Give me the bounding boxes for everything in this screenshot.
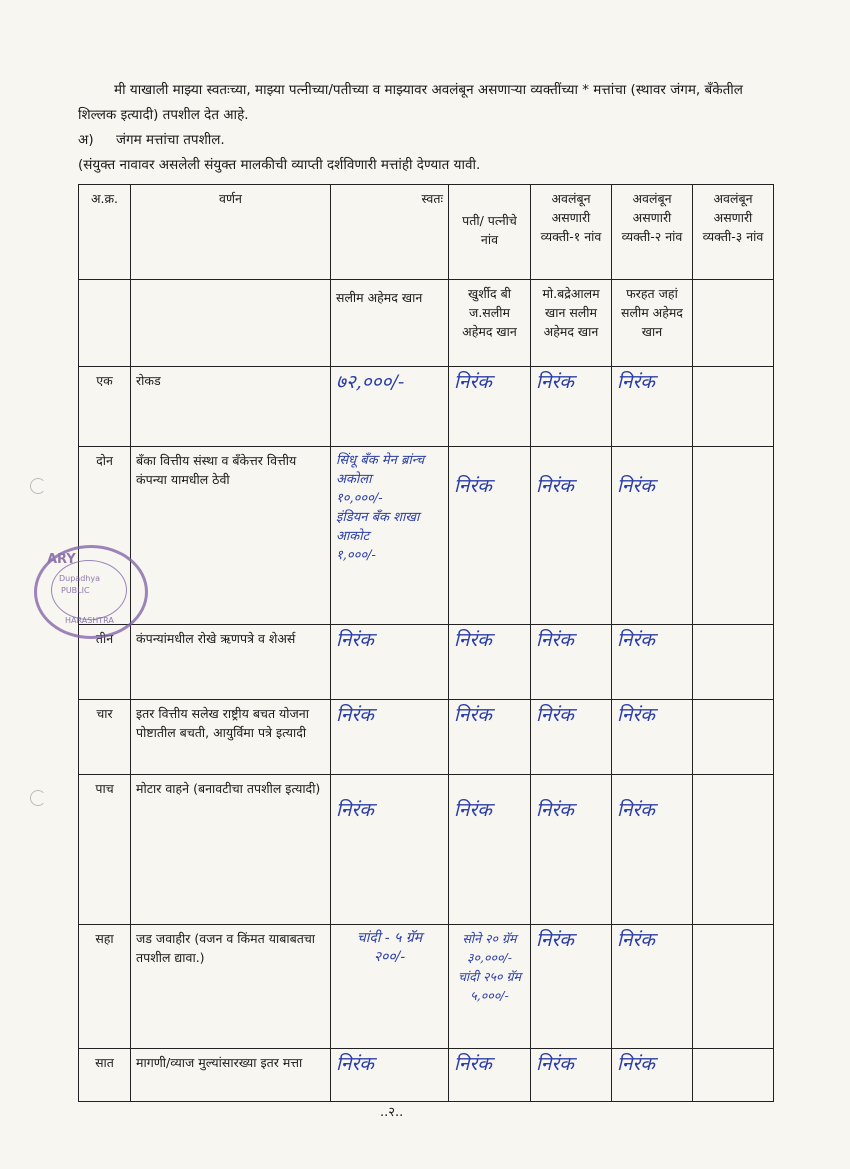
name-spouse: खुर्शीद बी ज.सलीम अहेमद खान bbox=[449, 280, 531, 367]
row-dep2-value: निरंक bbox=[612, 775, 693, 925]
row-spouse-value: सोने २० ग्रॅम ३०,०००/- चांदी २५० ग्रॅम ५,०००/- bbox=[449, 925, 531, 1049]
row-number: सात bbox=[79, 1049, 131, 1102]
row-description: कंपन्यांमधील रोखे ऋणपत्रे व शेअर्स bbox=[131, 625, 331, 700]
row-description: मोटार वाहने (बनावटीचा तपशील इत्यादी) bbox=[131, 775, 331, 925]
intro-text bbox=[78, 78, 778, 178]
section-note: (संयुक्त नावावर असलेली संयुक्त मालकीची व्याप्ती दर्शविणारी मत्तांही देण्यात यावी. bbox=[78, 157, 481, 173]
table-row bbox=[79, 367, 774, 447]
row-dep3-value bbox=[693, 367, 774, 447]
table-row bbox=[79, 700, 774, 775]
row-dep1-value: निरंक bbox=[531, 447, 612, 625]
header-serial: अ.क्र. bbox=[79, 185, 131, 280]
row-dep3-value bbox=[693, 1049, 774, 1102]
header-dependent-1: अवलंबून असणारी व्यक्ती-१ नांव bbox=[531, 185, 612, 280]
row-number: चार bbox=[79, 700, 131, 775]
name-self: सलीम अहेमद खान bbox=[331, 280, 449, 367]
page-number: ..२.. bbox=[380, 1105, 404, 1120]
row-dep1-value: निरंक bbox=[531, 625, 612, 700]
row-dep1-value: निरंक bbox=[531, 925, 612, 1049]
row-self-value: चांदी - ५ ग्रॅम २००/- bbox=[331, 925, 449, 1049]
intro-paragraph: मी याखाली माझ्या स्वतःच्या, माझ्या पत्नीच्या/पतीच्या व माझ्यावर अवलंबून असणाऱ्या व्यक्तींच्या * मत्तांचा (स्थावर जंगम, बँकेतील शिल्लक इत्यादी) तपशील देत आहे. bbox=[78, 82, 743, 123]
row-number: तीन bbox=[79, 625, 131, 700]
header-dependent-3: अवलंबून असणारी व्यक्ती-३ नांव bbox=[693, 185, 774, 280]
table-row bbox=[79, 447, 774, 625]
row-dep2-value: निरंक bbox=[612, 700, 693, 775]
movable-assets-table bbox=[78, 184, 774, 1102]
row-number: पाच bbox=[79, 775, 131, 925]
row-number: एक bbox=[79, 367, 131, 447]
row-number: दोन bbox=[79, 447, 131, 625]
name-dependent-2: फरहत जहां सलीम अहेमद खान bbox=[612, 280, 693, 367]
row-dep1-value: निरंक bbox=[531, 1049, 612, 1102]
row-self-value: सिंधू बँक मेन ब्रांन्च अकोला १०,०००/- इंडियन बँक शाखा आकोट १,०००/- bbox=[331, 447, 449, 625]
row-description: इतर वित्तीय सलेख राष्ट्रीय बचत योजना पोष्टातील बचती, आयुर्विमा पत्रे इत्यादी bbox=[131, 700, 331, 775]
row-dep1-value: निरंक bbox=[531, 700, 612, 775]
name-dependent-1: मो.बद्रेआलम खान सलीम अहेमद खान bbox=[531, 280, 612, 367]
section-number: अ) bbox=[78, 132, 94, 148]
row-description: मागणी/व्याज मुल्यांसारख्या इतर मत्ता bbox=[131, 1049, 331, 1102]
punch-hole-mark bbox=[30, 478, 46, 494]
row-dep2-value: निरंक bbox=[612, 367, 693, 447]
row-description: जड जवाहीर (वजन व किंमत याबाबतचा तपशील द्यावा.) bbox=[131, 925, 331, 1049]
row-spouse-value: निरंक bbox=[449, 775, 531, 925]
names-empty-desc bbox=[131, 280, 331, 367]
row-self-value: ७२,०००/- bbox=[331, 367, 449, 447]
header-self: स्वतः bbox=[331, 185, 449, 280]
row-spouse-value: निरंक bbox=[449, 367, 531, 447]
row-dep3-value bbox=[693, 925, 774, 1049]
name-dependent-3 bbox=[693, 280, 774, 367]
row-spouse-value: निरंक bbox=[449, 447, 531, 625]
section-title: जंगम मत्तांचा तपशील. bbox=[116, 132, 225, 148]
header-dependent-2: अवलंबून असणारी व्यक्ती-२ नांव bbox=[612, 185, 693, 280]
row-self-value: निरंक bbox=[331, 1049, 449, 1102]
table-row bbox=[79, 925, 774, 1049]
row-description: बँका वित्तीय संस्था व बँकेत्तर वित्तीय कंपन्या यामधील ठेवी bbox=[131, 447, 331, 625]
row-dep3-value bbox=[693, 447, 774, 625]
row-self-value: निरंक bbox=[331, 625, 449, 700]
row-number: सहा bbox=[79, 925, 131, 1049]
row-dep2-value: निरंक bbox=[612, 625, 693, 700]
notary-stamp bbox=[34, 545, 148, 639]
row-dep2-value: निरंक bbox=[612, 925, 693, 1049]
row-spouse-value: निरंक bbox=[449, 700, 531, 775]
stamp-text-top: ARY bbox=[47, 552, 76, 567]
names-row bbox=[79, 280, 774, 367]
stamp-text-bottom: HARASHTRA bbox=[65, 616, 114, 625]
stamp-text-public: PUBLIC bbox=[61, 586, 90, 595]
names-empty-serial bbox=[79, 280, 131, 367]
stamp-text-name: Dupadhya bbox=[59, 574, 100, 583]
row-dep3-value bbox=[693, 775, 774, 925]
row-dep3-value bbox=[693, 700, 774, 775]
row-self-value: निरंक bbox=[331, 775, 449, 925]
row-self-value: निरंक bbox=[331, 700, 449, 775]
row-dep1-value: निरंक bbox=[531, 775, 612, 925]
row-description: रोकड bbox=[131, 367, 331, 447]
row-spouse-value: निरंक bbox=[449, 625, 531, 700]
row-dep3-value bbox=[693, 625, 774, 700]
row-dep2-value: निरंक bbox=[612, 447, 693, 625]
row-dep1-value: निरंक bbox=[531, 367, 612, 447]
table-row bbox=[79, 775, 774, 925]
table-row bbox=[79, 1049, 774, 1102]
header-description: वर्णन bbox=[131, 185, 331, 280]
table-row bbox=[79, 625, 774, 700]
header-spouse: पती/ पत्नीचे नांव bbox=[449, 185, 531, 280]
punch-hole-mark bbox=[30, 790, 46, 806]
table-header-row bbox=[79, 185, 774, 280]
section-heading bbox=[78, 128, 778, 153]
row-spouse-value: निरंक bbox=[449, 1049, 531, 1102]
row-dep2-value: निरंक bbox=[612, 1049, 693, 1102]
